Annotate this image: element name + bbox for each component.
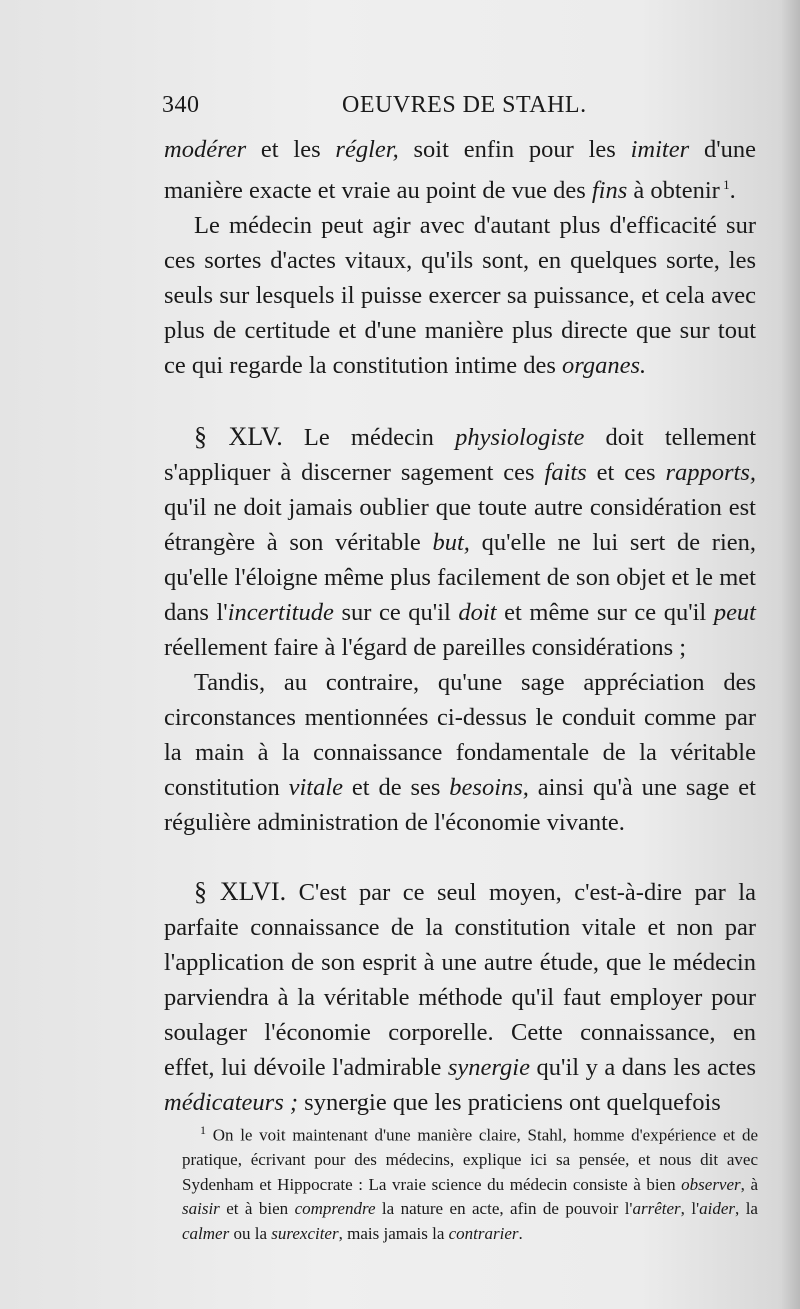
section-number: § XLVI.	[194, 877, 287, 907]
italic-text: contrarier	[448, 1223, 519, 1243]
italic-text: peut	[713, 599, 756, 627]
footnote-number: 1	[200, 1123, 206, 1137]
paragraph	[164, 665, 756, 840]
italic-text: doit	[458, 599, 497, 627]
italic-text: synergie	[447, 1054, 530, 1082]
text-segment: Le médecin	[282, 424, 456, 452]
italic-text: organes.	[562, 352, 647, 380]
text-segment: , mais jamais la	[338, 1223, 449, 1243]
text-segment: .	[518, 1223, 523, 1243]
text-segment: réellement faire à l'égard de pareilles considérations ;	[164, 634, 687, 662]
italic-text: but,	[432, 529, 470, 557]
italic-text: surexciter	[271, 1223, 339, 1243]
italic-text: arrêter	[632, 1199, 681, 1219]
page-number: 340	[162, 92, 200, 118]
page-edge	[782, 0, 800, 1309]
page-header	[162, 92, 762, 128]
italic-text: régler,	[335, 136, 399, 163]
footnote	[182, 1118, 758, 1246]
italic-text: vitale	[288, 774, 343, 802]
text-segment: qu'il ne doit jamais oublier que toute autre considération est étrangère à son véritable	[164, 494, 756, 557]
italic-text: rapports,	[665, 459, 756, 487]
text-segment: et les	[246, 136, 336, 163]
footnote-marker[interactable]: 1	[719, 177, 730, 192]
section-number: § XLV.	[194, 422, 283, 452]
section-paragraph-xlv	[164, 419, 756, 665]
text-segment: , la	[735, 1199, 758, 1219]
paragraph	[164, 208, 756, 383]
italic-text: imiter	[630, 136, 690, 163]
italic-text: aider	[699, 1199, 736, 1219]
running-title: OEUVRES DE STAHL.	[342, 92, 587, 118]
footnote-text	[182, 1126, 758, 1243]
italic-text: médicateurs ;	[164, 1089, 299, 1117]
text-segment: ainsi qu'à une sage et régulière administration de l'économie vivante.	[164, 774, 756, 837]
text-segment: C'est par ce seul moyen, c'est-à-dire par la parfaite connaissance de la constitution vitale et non par l'application de son esprit à une autre étude, que le médecin parviendra à la véritable méthode qu'il faut employer pour soulager l'économie corporelle. Cette connaissance, en effet, lui dévoile l'admirable	[164, 879, 756, 1082]
italic-text: incertitude	[227, 599, 334, 627]
text-segment: , à	[740, 1174, 759, 1194]
body-text	[164, 132, 756, 1120]
text-segment: Tandis, au contraire, qu'une sage appréciation des circonstances mentionnées ci-dessus le conduit comme par la main à la connaissance fondamentale de la véritable constitution	[164, 669, 756, 802]
text-segment: et de ses	[343, 774, 450, 802]
italic-text: besoins,	[449, 774, 529, 802]
section-paragraph-xlvi	[164, 874, 756, 1120]
italic-text: faits	[544, 459, 587, 487]
text-segment: qu'elle ne lui sert de rien, qu'elle l'éloigne même plus facilement de son objet et le met dans l'	[164, 529, 757, 627]
italic-text: physiologiste	[455, 424, 585, 452]
paragraph: modérer et les régler, soit enfin pour les imiter d'une manière exacte et vraie au point de vue des fins à obtenir $^1$.	[164, 136, 756, 205]
text-segment: synergie que les praticiens ont quelquefois	[298, 1089, 721, 1117]
text-segment: à obtenir	[627, 177, 720, 205]
text-segment: , l'	[680, 1199, 700, 1219]
italic-text: comprendre	[294, 1199, 376, 1219]
text-segment: et même sur ce qu'il	[496, 599, 714, 627]
italic-text: observer	[681, 1174, 741, 1194]
text-segment: On le voit maintenant d'une manière claire, Stahl, homme d'expérience et de pratique, écrivant pour des médecins, explique ici sa pensée, et nous dit avec Sydenham et Hippocrate : La vraie science du médecin consiste à bien	[182, 1125, 759, 1194]
text-segment: et ces	[586, 459, 666, 487]
text-segment: Le médecin peut agir avec d'autant plus d'efficacité sur ces sortes d'actes vitaux, qu'ils sont, en quelques sorte, les seuls sur lesquels il puisse exercer sa puissance, et cela avec plus de certitude et d'une manière plus directe que sur tout ce qui regarde la constitution intime des	[164, 212, 756, 380]
italic-text: modérer	[164, 136, 247, 163]
italic-text: fins	[591, 177, 628, 205]
text-segment: qu'il y a dans les actes	[529, 1054, 756, 1082]
text-segment: soit enfin pour les	[398, 136, 631, 163]
italic-text: calmer	[182, 1223, 230, 1243]
text-segment: la nature en acte, afin de pouvoir l'	[375, 1199, 633, 1219]
text-segment: et à bien	[219, 1199, 295, 1219]
text-segment: d'une manière exacte et vraie au point de vue des	[164, 136, 756, 205]
text-segment: doit tellement s'appliquer à discerner sagement ces	[164, 424, 757, 487]
text-segment: sur ce qu'il	[333, 599, 459, 627]
text-segment: ou la	[229, 1223, 272, 1243]
italic-text: saisir	[182, 1199, 220, 1219]
